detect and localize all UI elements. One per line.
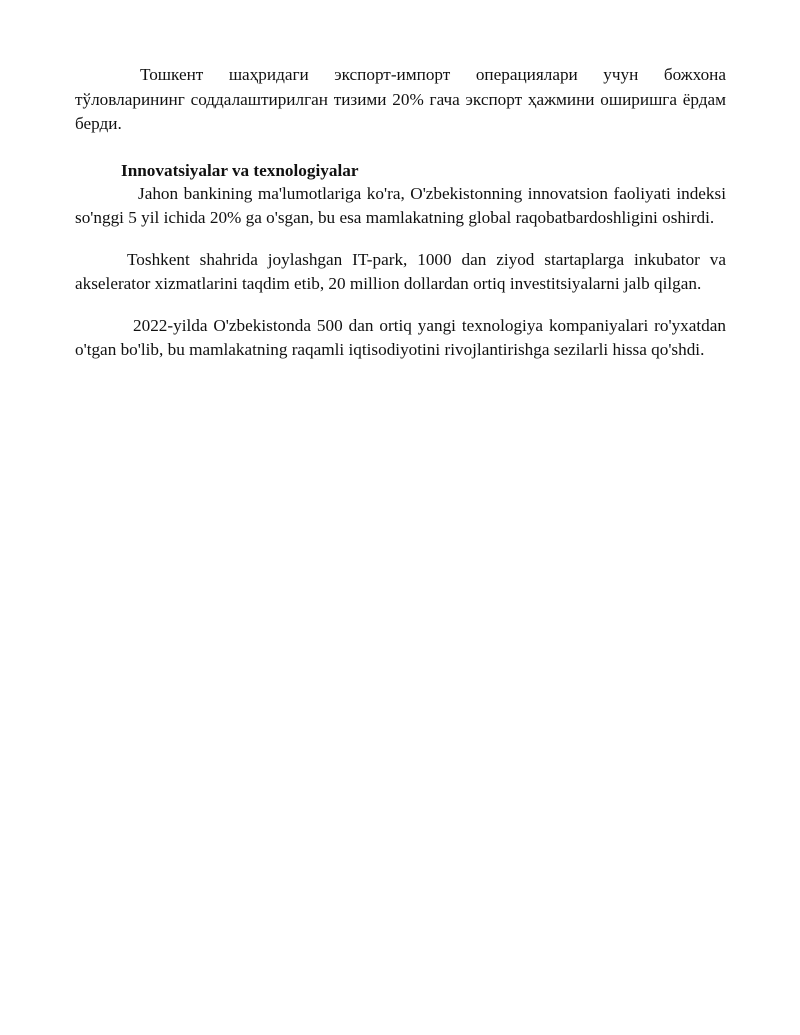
paragraph-tech-companies: 2022-yilda O'zbekistonda 500 dan ortiq yangi texnologiya kompaniyalari ro'yxatdan o'tgan bo'lib, bu mamlakatning raqamli iqtisodiyotini rivojlantirishga sezilarli hissa qo'shdi. bbox=[75, 315, 726, 359]
paragraph-it-park: Toshkent shahrida joylashgan IT-park, 1000 dan ziyod startaplarga inkubator va akselerator xizmatlarini taqdim etib, 20 million dollardan ortiq investitsiyalarni jalb qilgan. bbox=[75, 249, 726, 293]
section-heading: Innovatsiyalar va texnologiyalar bbox=[121, 160, 359, 180]
paragraph-innovation-index: Jahon bankining ma'lumotlariga ko'ra, O'zbekistonning innovatsion faoliyati indeksi so'nggi 5 yil ichida 20% ga o'sgan, bu esa mamlakatning global raqobatbardoshligini oshirdi. bbox=[75, 183, 726, 227]
paragraph-customs-payments: Тошкент шаҳридаги экспорт-импорт операциялари учун божхона тўловларининг соддалаштирилган тизими 20% гача экспорт ҳажмини оширишга ёрдам берди. bbox=[75, 65, 726, 133]
document-body bbox=[75, 63, 726, 363]
